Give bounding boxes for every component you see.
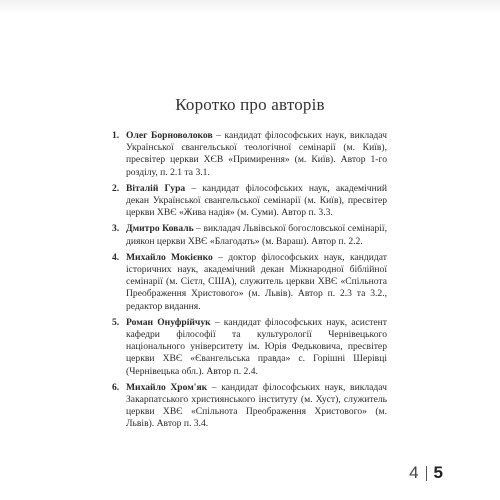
author-bio: – доктор філософських наук, кандидат історичних наук, академічний декан Міжнародної біблійної семінарії (м. Сієтл, США), служитель церкви ХВЄ «Спільнота Преображення Христового» (м. Львів). Автор п. 2.3 та 3.2., редактор видання. xyxy=(126,251,387,312)
author-entry xyxy=(112,130,387,179)
page-number-right: 5 xyxy=(433,463,443,482)
author-entry xyxy=(112,223,387,247)
author-bio: – кандидат філософських наук, викладач Української євангельської теологічної семінарії (м. Київ), пресвітер церкви ХЄВ «Примирення» (м. Київ). Автор 1-го розділу, п. 2.1 та 3.1. xyxy=(126,130,387,178)
author-description xyxy=(126,130,387,179)
author-number: 1. xyxy=(112,130,120,141)
author-bio: – кандидат філософських наук, викладач Закарпатського християнського інституту (м. Хуст), служитель церкви ХВЄ «Спільнота Преображення Христового» (м. Львів). Автор п. 3.4. xyxy=(126,381,388,430)
author-name: Михайло Мокієнко xyxy=(126,251,213,263)
author-name: Дмитро Коваль xyxy=(126,223,194,235)
author-description xyxy=(126,317,387,378)
author-name: Михайло Хром'як xyxy=(126,381,208,393)
author-description xyxy=(126,382,387,431)
author-number: 4. xyxy=(112,251,120,263)
top-edge-shadow xyxy=(0,0,500,14)
authors-list xyxy=(112,130,387,435)
author-name: Роман Онуфрійчук xyxy=(126,316,211,328)
author-description xyxy=(126,252,387,313)
author-number: 3. xyxy=(112,223,120,235)
author-entry xyxy=(112,183,387,220)
author-description xyxy=(126,183,387,220)
author-entry xyxy=(112,317,387,378)
author-bio: – викладач Львівської богословської семінарії, диякон церкви ХВЄ «Благодать» (м. Вараш). Автор п. 2.2. xyxy=(126,223,387,247)
page-title: Коротко про авторів xyxy=(175,95,325,114)
author-bio: – кандидат філософських наук, академічний декан Української євангельської семінарії (м. Київ), пресвітер церкви ХВЄ «Жива надія» (м. Суми). Автор п. 3.3. xyxy=(126,182,387,219)
author-entry xyxy=(112,252,387,313)
author-name: Олег Борноволоков xyxy=(126,130,213,141)
author-description xyxy=(126,223,387,247)
author-entry xyxy=(112,382,387,431)
page-numbers xyxy=(409,463,443,483)
author-number: 6. xyxy=(112,381,120,393)
author-number: 5. xyxy=(112,316,120,328)
author-number: 2. xyxy=(112,182,120,194)
page-number-divider xyxy=(426,466,427,481)
author-name: Віталій Гура xyxy=(126,182,186,194)
author-bio: – кандидат філософських наук, асистент кафедри філософії та культурології Чернівецького національного університету ім. Юрія Федьковича, пресвітер церкви ХВЄ «Євангельська правда» с. Горішні Шерівці (Чернівецька обл.). Автор п. 2.4. xyxy=(126,316,387,377)
page-number-left: 4 xyxy=(409,463,419,482)
